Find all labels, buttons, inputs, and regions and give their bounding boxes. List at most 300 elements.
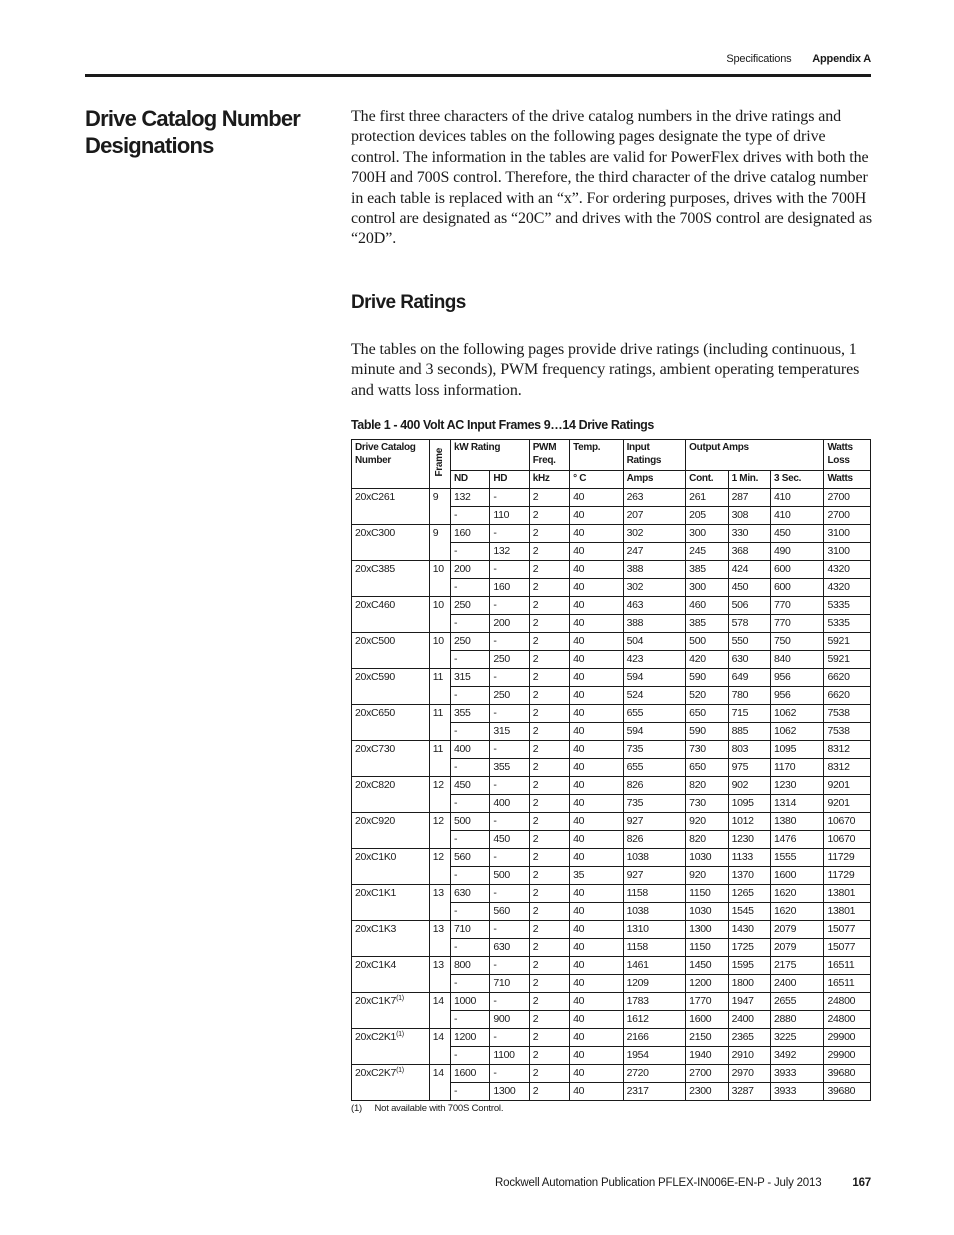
cell-sec3: 1062	[770, 705, 824, 723]
cell-cont: 1030	[686, 849, 728, 867]
cell-sec3: 1620	[770, 885, 824, 903]
cell-cont: 590	[686, 669, 728, 687]
table-row	[352, 705, 871, 723]
catalog-number: 20xC1K7	[355, 995, 397, 1007]
cell-sec3: 410	[770, 507, 824, 525]
drive-ratings-table	[351, 439, 871, 1101]
cell-hd: -	[490, 669, 529, 687]
cell-temp: 40	[570, 489, 624, 507]
cell-hd: -	[490, 849, 529, 867]
cell-hd: -	[490, 561, 529, 579]
cell-amps: 927	[623, 867, 686, 885]
cell-hd: 400	[490, 795, 529, 813]
catalog-number: 20xC650	[355, 707, 395, 719]
cell-amps: 826	[623, 777, 686, 795]
cell-amps: 263	[623, 489, 686, 507]
cell-sec3: 840	[770, 651, 824, 669]
cell-temp: 40	[570, 849, 624, 867]
cell-nd: 132	[450, 489, 489, 507]
cell-amps: 1158	[623, 939, 686, 957]
cell-amps: 2720	[623, 1065, 686, 1083]
cell-min1: 424	[728, 561, 770, 579]
cell-sec3: 1170	[770, 759, 824, 777]
cell-cont: 385	[686, 561, 728, 579]
cell-sec3: 600	[770, 561, 824, 579]
cell-min1: 630	[728, 651, 770, 669]
cell-amps: 655	[623, 705, 686, 723]
cell-nd: 500	[450, 813, 489, 831]
cell-nd: 400	[450, 741, 489, 759]
cell-temp: 40	[570, 741, 624, 759]
cell-amps: 826	[623, 831, 686, 849]
cell-min1: 2400	[728, 1011, 770, 1029]
cell-min1: 1725	[728, 939, 770, 957]
publication-info: Rockwell Automation Publication PFLEX-IN006E-EN-P - July 2013	[495, 1177, 822, 1189]
cell-hd: 900	[490, 1011, 529, 1029]
cell-cont: 420	[686, 651, 728, 669]
footnote-number: (1)	[351, 1103, 363, 1114]
cell-temp: 40	[570, 1011, 624, 1029]
cell-nd: 710	[450, 921, 489, 939]
cell-min1: 649	[728, 669, 770, 687]
cell-nd: -	[450, 1047, 489, 1065]
cell-amps: 1612	[623, 1011, 686, 1029]
cell-cont: 1300	[686, 921, 728, 939]
cell-amps: 735	[623, 795, 686, 813]
cell-min1: 2910	[728, 1047, 770, 1065]
cell-nd: -	[450, 1011, 489, 1029]
cell-sec3: 490	[770, 543, 824, 561]
catalog-number: 20xC2K7	[355, 1067, 397, 1079]
cell-amps: 2317	[623, 1083, 686, 1101]
cell-khz: 2	[529, 579, 569, 597]
cell-khz: 2	[529, 705, 569, 723]
cell-min1: 330	[728, 525, 770, 543]
cell-khz: 2	[529, 525, 569, 543]
cell-hd: -	[490, 525, 529, 543]
cell-sec3: 1314	[770, 795, 824, 813]
cell-min1: 1095	[728, 795, 770, 813]
cell-cont: 820	[686, 831, 728, 849]
cell-nd: 250	[450, 633, 489, 651]
cell-watts: 2700	[824, 507, 871, 525]
col-pwm-freq: PWM Freq.	[529, 440, 569, 471]
cell-khz: 2	[529, 1083, 569, 1101]
cell-cont: 1770	[686, 993, 728, 1011]
cell-khz: 2	[529, 669, 569, 687]
cell-cont: 261	[686, 489, 728, 507]
cell-min1: 780	[728, 687, 770, 705]
cell-watts: 16511	[824, 957, 871, 975]
cell-min1: 975	[728, 759, 770, 777]
cell-sec3: 1476	[770, 831, 824, 849]
col-input-ratings: Input Ratings	[623, 440, 686, 471]
cell-nd: -	[450, 867, 489, 885]
cell-sec3: 1062	[770, 723, 824, 741]
cell-khz: 2	[529, 651, 569, 669]
cell-min1: 1230	[728, 831, 770, 849]
cell-watts: 4320	[824, 579, 871, 597]
cell-khz: 2	[529, 867, 569, 885]
cell-cont: 385	[686, 615, 728, 633]
cell-khz: 2	[529, 597, 569, 615]
cell-temp: 40	[570, 921, 624, 939]
catalog-number-cell	[352, 561, 430, 597]
cell-min1: 715	[728, 705, 770, 723]
cell-sec3: 1555	[770, 849, 824, 867]
cell-cont: 245	[686, 543, 728, 561]
cell-watts: 4320	[824, 561, 871, 579]
catalog-number: 20xC820	[355, 779, 395, 791]
cell-watts: 6620	[824, 669, 871, 687]
cell-amps: 388	[623, 561, 686, 579]
cell-khz: 2	[529, 903, 569, 921]
cell-temp: 40	[570, 1047, 624, 1065]
cell-hd: -	[490, 1065, 529, 1083]
frame-cell: 10	[429, 597, 450, 633]
cell-watts: 5921	[824, 651, 871, 669]
catalog-number: 20xC460	[355, 599, 395, 611]
cell-cont: 590	[686, 723, 728, 741]
cell-temp: 40	[570, 885, 624, 903]
cell-temp: 35	[570, 867, 624, 885]
running-head	[726, 53, 871, 65]
frame-cell: 12	[429, 777, 450, 813]
catalog-number-cell	[352, 885, 430, 921]
cell-nd: -	[450, 579, 489, 597]
cell-watts: 8312	[824, 759, 871, 777]
cell-cont: 920	[686, 813, 728, 831]
cell-khz: 2	[529, 723, 569, 741]
table-row	[352, 1029, 871, 1047]
catalog-number-cell	[352, 597, 430, 633]
cell-min1: 308	[728, 507, 770, 525]
cell-hd: -	[490, 633, 529, 651]
cell-khz: 2	[529, 759, 569, 777]
cell-nd: -	[450, 615, 489, 633]
table-row	[352, 741, 871, 759]
subcol-3sec: 3 Sec.	[770, 471, 824, 489]
cell-sec3: 1095	[770, 741, 824, 759]
cell-temp: 40	[570, 561, 624, 579]
cell-khz: 2	[529, 741, 569, 759]
cell-watts: 11729	[824, 867, 871, 885]
cell-nd: -	[450, 651, 489, 669]
cell-min1: 1430	[728, 921, 770, 939]
cell-amps: 247	[623, 543, 686, 561]
cell-cont: 1200	[686, 975, 728, 993]
cell-watts: 9201	[824, 795, 871, 813]
cell-watts: 7538	[824, 723, 871, 741]
cell-cont: 1600	[686, 1011, 728, 1029]
col-kw-rating: kW Rating	[450, 440, 529, 471]
subcol-khz: kHz	[529, 471, 569, 489]
cell-amps: 1310	[623, 921, 686, 939]
cell-khz: 2	[529, 993, 569, 1011]
cell-cont: 1940	[686, 1047, 728, 1065]
designations-body: The first three characters of the drive catalog numbers in the drive ratings and protection devices tables on the following pages designate the type of drive control. The information in the tables are valid for PowerFlex drives with both the 700H and 700S control. Therefore, the third character of the drive catalog number in each table is replaced with an “x”. For ordering purposes, drives with the 700H control are designated as “20C” and drives with the 700S control are designated as “20D”.	[351, 108, 872, 248]
catalog-number-cell	[352, 1029, 430, 1065]
cell-sec3: 410	[770, 489, 824, 507]
cell-cont: 1150	[686, 939, 728, 957]
cell-hd: 132	[490, 543, 529, 561]
cell-amps: 463	[623, 597, 686, 615]
catalog-number: 20xC730	[355, 743, 395, 755]
catalog-number-cell	[352, 813, 430, 849]
page-number: 167	[852, 1177, 871, 1189]
cell-watts: 2700	[824, 489, 871, 507]
col-watts-loss: Watts Loss	[824, 440, 871, 471]
cell-sec3: 2880	[770, 1011, 824, 1029]
cell-hd: -	[490, 957, 529, 975]
cell-sec3: 3933	[770, 1083, 824, 1101]
cell-amps: 594	[623, 669, 686, 687]
cell-temp: 40	[570, 651, 624, 669]
catalog-number: 20xC1K0	[355, 851, 397, 863]
cell-nd: 1200	[450, 1029, 489, 1047]
cell-nd: -	[450, 903, 489, 921]
cell-khz: 2	[529, 615, 569, 633]
cell-temp: 40	[570, 669, 624, 687]
cell-khz: 2	[529, 1065, 569, 1083]
catalog-number-cell	[352, 705, 430, 741]
catalog-number: 20xC1K3	[355, 923, 397, 935]
cell-watts: 11729	[824, 849, 871, 867]
cell-watts: 39680	[824, 1083, 871, 1101]
table-caption: Table 1 - 400 Volt AC Input Frames 9…14 Drive Ratings	[351, 418, 654, 432]
cell-nd: -	[450, 795, 489, 813]
catalog-number-cell	[352, 669, 430, 705]
cell-amps: 504	[623, 633, 686, 651]
cell-nd: 250	[450, 597, 489, 615]
cell-sec3: 750	[770, 633, 824, 651]
cell-khz: 2	[529, 849, 569, 867]
cell-amps: 1158	[623, 885, 686, 903]
subcol-watts: Watts	[824, 471, 871, 489]
table-row	[352, 633, 871, 651]
cell-temp: 40	[570, 957, 624, 975]
catalog-number-cell	[352, 993, 430, 1029]
cell-khz: 2	[529, 831, 569, 849]
cell-hd: 630	[490, 939, 529, 957]
cell-hd: -	[490, 813, 529, 831]
cell-temp: 40	[570, 1065, 624, 1083]
cell-min1: 287	[728, 489, 770, 507]
cell-hd: -	[490, 489, 529, 507]
cell-khz: 2	[529, 1011, 569, 1029]
table-body	[352, 489, 871, 1101]
cell-cont: 920	[686, 867, 728, 885]
cell-cont: 1150	[686, 885, 728, 903]
cell-khz: 2	[529, 561, 569, 579]
cell-watts: 5921	[824, 633, 871, 651]
col-output-amps: Output Amps	[686, 440, 824, 471]
catalog-number: 20xC920	[355, 815, 395, 827]
cell-sec3: 770	[770, 615, 824, 633]
cell-min1: 1370	[728, 867, 770, 885]
cell-cont: 650	[686, 759, 728, 777]
cell-watts: 13801	[824, 885, 871, 903]
cell-khz: 2	[529, 795, 569, 813]
frame-cell: 14	[429, 993, 450, 1029]
cell-temp: 40	[570, 939, 624, 957]
catalog-number: 20xC261	[355, 491, 395, 503]
cell-temp: 40	[570, 813, 624, 831]
frame-cell: 14	[429, 1029, 450, 1065]
catalog-number-cell	[352, 849, 430, 885]
cell-temp: 40	[570, 1029, 624, 1047]
cell-sec3: 2079	[770, 921, 824, 939]
cell-temp: 40	[570, 579, 624, 597]
catalog-number: 20xC590	[355, 671, 395, 683]
cell-nd: -	[450, 723, 489, 741]
footnote-ref: (1)	[396, 1067, 404, 1074]
ratings-heading: Drive Ratings	[351, 292, 466, 313]
cell-min1: 1545	[728, 903, 770, 921]
cell-min1: 1265	[728, 885, 770, 903]
cell-nd: 800	[450, 957, 489, 975]
cell-sec3: 3492	[770, 1047, 824, 1065]
catalog-number: 20xC385	[355, 563, 395, 575]
cell-watts: 8312	[824, 741, 871, 759]
table-row	[352, 561, 871, 579]
cell-watts: 5335	[824, 597, 871, 615]
cell-cont: 2300	[686, 1083, 728, 1101]
cell-temp: 40	[570, 615, 624, 633]
cell-watts: 5335	[824, 615, 871, 633]
cell-nd: 560	[450, 849, 489, 867]
cell-khz: 2	[529, 543, 569, 561]
catalog-number-cell	[352, 741, 430, 777]
footnote-ref: (1)	[396, 995, 404, 1002]
cell-temp: 40	[570, 633, 624, 651]
cell-khz: 2	[529, 975, 569, 993]
cell-hd: 500	[490, 867, 529, 885]
cell-nd: 1000	[450, 993, 489, 1011]
catalog-number-cell	[352, 777, 430, 813]
cell-hd: 1100	[490, 1047, 529, 1065]
cell-sec3: 2400	[770, 975, 824, 993]
cell-min1: 450	[728, 579, 770, 597]
table-row	[352, 813, 871, 831]
cell-sec3: 956	[770, 669, 824, 687]
catalog-number: 20xC2K1	[355, 1031, 397, 1043]
cell-khz: 2	[529, 687, 569, 705]
subcol-nd: ND	[450, 471, 489, 489]
cell-watts: 3100	[824, 543, 871, 561]
cell-watts: 7538	[824, 705, 871, 723]
running-head-section: Specifications	[726, 53, 792, 65]
table-row	[352, 849, 871, 867]
cell-hd: -	[490, 1029, 529, 1047]
subcol-amps: Amps	[623, 471, 686, 489]
table-row	[352, 957, 871, 975]
cell-amps: 1783	[623, 993, 686, 1011]
catalog-number-cell	[352, 633, 430, 669]
cell-cont: 2150	[686, 1029, 728, 1047]
footnote-text: Not available with 700S Control.	[374, 1103, 504, 1114]
cell-nd: -	[450, 687, 489, 705]
cell-nd: -	[450, 759, 489, 777]
cell-cont: 300	[686, 579, 728, 597]
cell-amps: 1038	[623, 903, 686, 921]
cell-watts: 29900	[824, 1047, 871, 1065]
cell-sec3: 2079	[770, 939, 824, 957]
cell-khz: 2	[529, 957, 569, 975]
cell-watts: 10670	[824, 813, 871, 831]
cell-hd: 710	[490, 975, 529, 993]
frame-cell: 13	[429, 885, 450, 921]
cell-watts: 29900	[824, 1029, 871, 1047]
subcol-cont: Cont.	[686, 471, 728, 489]
cell-min1: 2970	[728, 1065, 770, 1083]
cell-amps: 388	[623, 615, 686, 633]
cell-sec3: 2175	[770, 957, 824, 975]
cell-sec3: 956	[770, 687, 824, 705]
subcol-degc: ° C	[570, 471, 624, 489]
cell-nd: -	[450, 1083, 489, 1101]
frame-cell: 13	[429, 921, 450, 957]
cell-nd: 630	[450, 885, 489, 903]
cell-cont: 460	[686, 597, 728, 615]
cell-temp: 40	[570, 723, 624, 741]
cell-watts: 15077	[824, 921, 871, 939]
cell-temp: 40	[570, 903, 624, 921]
subcol-1min: 1 Min.	[728, 471, 770, 489]
cell-khz: 2	[529, 813, 569, 831]
cell-min1: 1012	[728, 813, 770, 831]
cell-nd: -	[450, 975, 489, 993]
cell-min1: 3287	[728, 1083, 770, 1101]
cell-watts: 13801	[824, 903, 871, 921]
cell-khz: 2	[529, 885, 569, 903]
cell-nd: -	[450, 507, 489, 525]
frame-cell: 12	[429, 849, 450, 885]
frame-cell: 10	[429, 561, 450, 597]
cell-watts: 24800	[824, 993, 871, 1011]
table-row	[352, 993, 871, 1011]
cell-cont: 520	[686, 687, 728, 705]
cell-sec3: 3225	[770, 1029, 824, 1047]
catalog-number: 20xC1K4	[355, 959, 397, 971]
cell-min1: 1800	[728, 975, 770, 993]
cell-temp: 40	[570, 507, 624, 525]
cell-sec3: 1620	[770, 903, 824, 921]
cell-khz: 2	[529, 1029, 569, 1047]
frame-cell: 14	[429, 1065, 450, 1101]
cell-sec3: 1600	[770, 867, 824, 885]
designations-heading: Drive Catalog Number Designations	[85, 106, 301, 158]
cell-khz: 2	[529, 939, 569, 957]
running-head-appendix: Appendix A	[812, 53, 871, 65]
cell-sec3: 3933	[770, 1065, 824, 1083]
cell-amps: 302	[623, 579, 686, 597]
cell-khz: 2	[529, 1047, 569, 1065]
cell-amps: 1209	[623, 975, 686, 993]
cell-temp: 40	[570, 597, 624, 615]
cell-cont: 2700	[686, 1065, 728, 1083]
cell-cont: 730	[686, 741, 728, 759]
catalog-number-cell	[352, 1065, 430, 1101]
cell-hd: 315	[490, 723, 529, 741]
page-footer	[0, 1177, 871, 1189]
cell-hd: 1300	[490, 1083, 529, 1101]
subcol-hd: HD	[490, 471, 529, 489]
cell-nd: 160	[450, 525, 489, 543]
cell-sec3: 600	[770, 579, 824, 597]
cell-cont: 205	[686, 507, 728, 525]
catalog-number-cell	[352, 957, 430, 993]
